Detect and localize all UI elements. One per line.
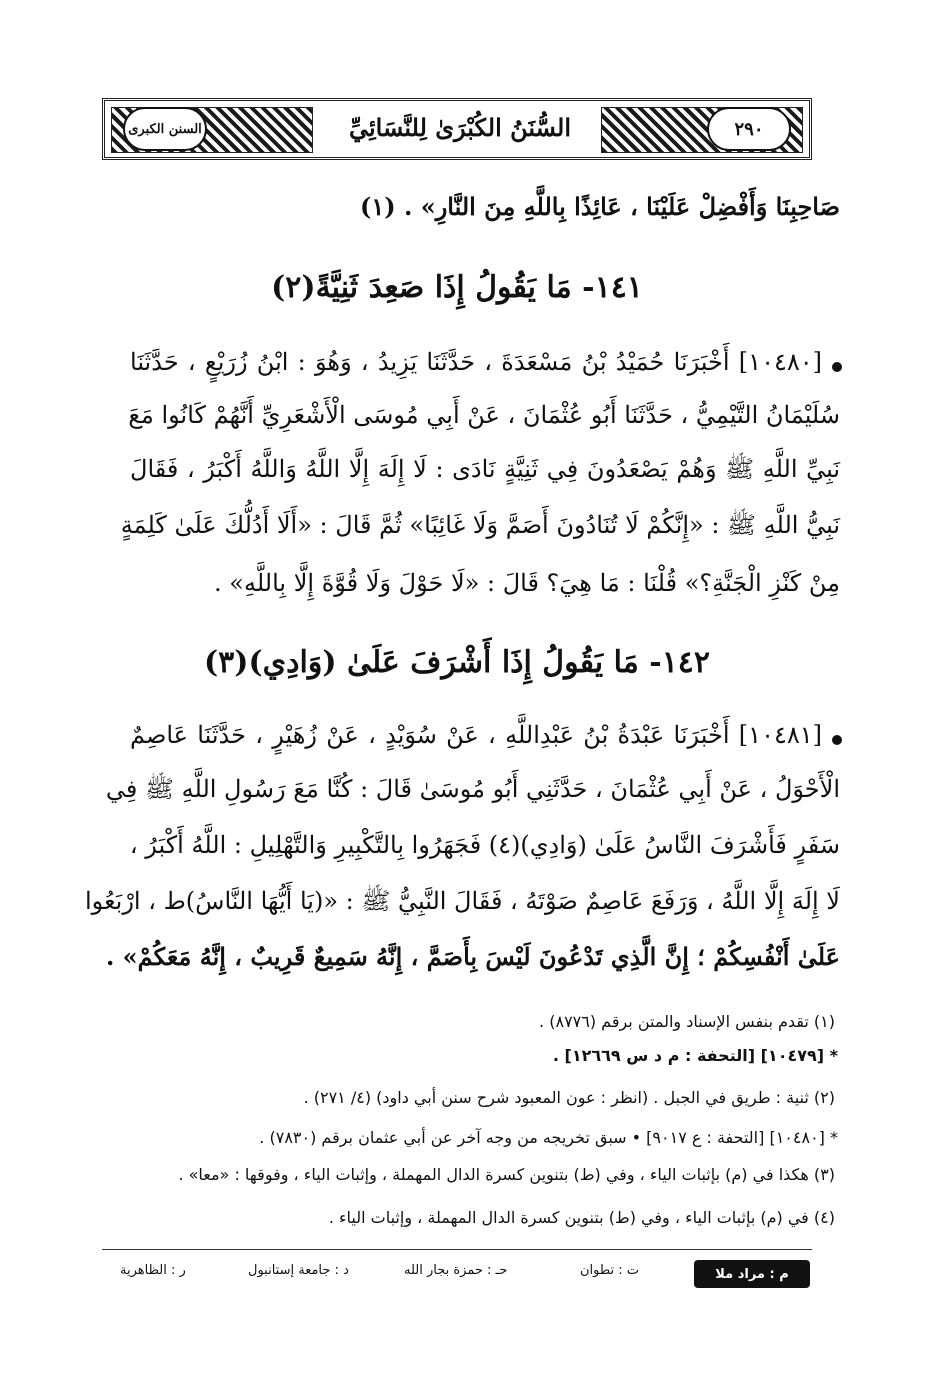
bullet-icon <box>832 735 842 745</box>
hadith-10481-line-1: [١٠٤٨١] أَخْبَرَنَا عَبْدَةُ بْنُ عَبْدِاللَّهِ ، عَنْ سُوَيْدٍ ، عَنْ زُهَيْرٍ ، حَدَّثَنَا عَاصِمٌ <box>130 721 822 749</box>
hadith-10480-line-5: مِنْ كَنْزِ الْجَنَّةِ؟» قُلْنَا : مَا هِيَ؟ قَالَ : «لَا حَوْلَ وَلَا قُوَّةَ إِلَّا بِاللَّهِ» . <box>214 569 840 597</box>
chapter-141-title: ١٤١- مَا يَقُولُ إِذَا صَعِدَ ثَنِيَّةً(٢) <box>271 270 643 305</box>
hadith-10480-line-1: [١٠٤٨٠] أَخْبَرَنَا حُمَيْدُ بْنُ مَسْعَدَةَ ، حَدَّثَنَا يَزِيدُ ، وَهُوَ : ابْنُ زُرَيْعٍ ، حَدَّثَنَا <box>130 348 822 376</box>
chapter-142-title: ١٤٢- مَا يَقُولُ إِذَا أَشْرَفَ عَلَىٰ (وَادِي)(٣) <box>203 645 711 680</box>
hadith-10480-line-3: نَبِيِّ اللَّهِ ﷺ وَهُمْ يَصْعَدُونَ فِي ثَنِيَّةٍ نَادَى : لَا إِلَهَ إِلَّا اللَّهُ وَاللَّهُ أَكْبَرُ ، فَقَالَ <box>130 455 840 483</box>
footnote-4: (٤) في (م) بإثبات الياء ، وفي (ط) بتنوين كسرة الدال المهملة ، وإثبات الياء . <box>328 1208 835 1227</box>
hadith-10481-line-3: سَفَرٍ فَأَشْرَفَ النَّاسُ عَلَىٰ (وَادِي)(٤) فَجَهَرُوا بِالتَّكْبِيرِ وَالتَّهْلِيلِ : اللَّهُ أَكْبَرُ ، <box>129 831 840 859</box>
manuscript-d: د : جامعة إستانبول <box>248 1263 349 1278</box>
hadith-10480-line-4: نَبِيُّ اللَّهِ ﷺ : «إِنَّكُمْ لَا تُنَادُونَ أَصَمَّ وَلَا غَائِبًا» ثُمَّ قَالَ : «أَلَا أَدُلُّكَ عَلَىٰ كَلِمَةٍ <box>120 511 840 539</box>
hadith-10481-line-5: عَلَىٰ أَنْفُسِكُمْ ؛ إِنَّ الَّذِي تَدْعُونَ لَيْسَ بِأَصَمَّ ، إِنَّهُ سَمِيعٌ قَرِيبٌ ، إِنَّهُ مَعَكُمْ» . <box>105 942 840 971</box>
bullet-icon <box>832 362 842 372</box>
running-title: السُّنَنُ الكُبْرَىٰ لِلنَّسَائِيِّ <box>348 113 572 142</box>
manuscript-r: ر : الظاهرية <box>120 1263 186 1278</box>
page-header <box>102 98 812 160</box>
emblem-medallion: السنن الكبرى <box>123 107 207 151</box>
hadith-10481-line-4: لَا إِلَهَ إِلَّا اللَّهُ ، وَرَفَعَ عَاصِمٌ صَوْتَهُ ، فَقَالَ النَّبِيُّ ﷺ : «(يَا أَيُّهَا النَّاسُ)ط ، ارْبَعُوا <box>85 887 840 915</box>
opening-line: صَاحِبِنَا وَأَفْضِلْ عَلَيْنَا ، عَائِذًا بِاللَّهِ مِنَ النَّارِ» . (١) <box>360 192 840 221</box>
takhrij-10479: * [١٠٤٧٩] [التحفة : م د س ١٢٦٦٩] . <box>552 1046 838 1065</box>
footnote-3: (٣) هكذا في (م) بإثبات الياء ، وفي (ط) بتنوين كسرة الدال المهملة ، وإثبات الياء ، وفوقها : «معا» . <box>178 1165 835 1184</box>
manuscript-t: ت : تطوان <box>580 1263 640 1278</box>
takhrij-10480: * [١٠٤٨٠] [التحفة : ع ٩٠١٧] • سبق تخريجه من وجه آخر عن أبي عثمان برقم (٧٨٣٠) . <box>259 1128 838 1147</box>
page-number: ٢٩٠ <box>707 107 791 151</box>
footnote-2: (٢) ثنية : طريق في الجبل . (انظر : عون المعبود شرح سنن أبي داود) (٤/ ٢٧١) . <box>303 1088 835 1107</box>
hadith-10480-line-2: سُلَيْمَانُ التَّيْمِيُّ ، حَدَّثَنَا أَبُو عُثْمَانَ ، عَنْ أَبِي مُوسَى الْأَشْعَرِيِّ أَنَّهُمْ كَانُوا مَعَ <box>128 401 840 429</box>
manuscript-h: حـ : حمزة بجار الله <box>404 1263 508 1278</box>
footnote-1: (١) تقدم بنفس الإسناد والمتن برقم (٨٧٧٦) . <box>539 1012 835 1031</box>
manuscript-badge: م : مراد ملا <box>694 1260 810 1288</box>
hadith-10481-line-2: الْأَحْوَلُ ، عَنْ أَبِي عُثْمَانَ ، حَدَّثَنِي أَبُو مُوسَىٰ قَالَ : كُنَّا مَعَ رَسُولِ اللَّهِ ﷺ فِي <box>105 775 840 803</box>
footer-rule <box>102 1249 812 1250</box>
